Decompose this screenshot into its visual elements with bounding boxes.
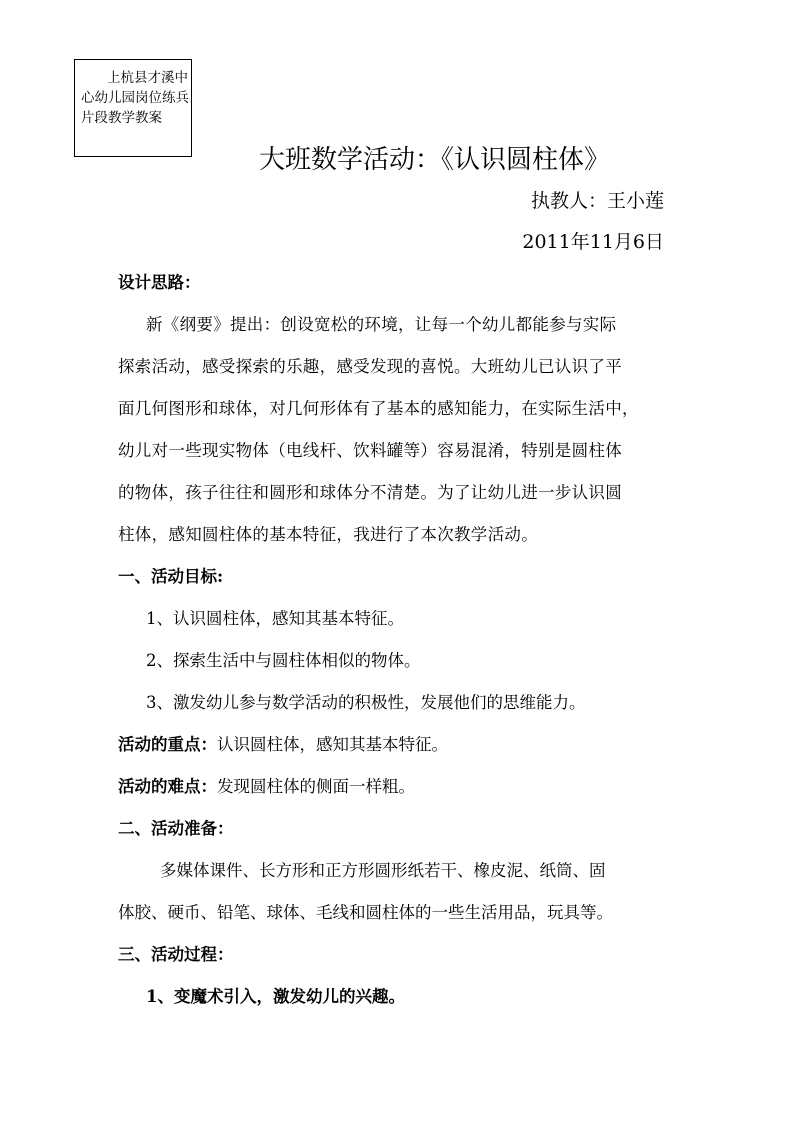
difficulty-label: 活动的难点：	[118, 777, 217, 796]
goal-item: 1、认识圆柱体，感知其基本特征。	[146, 609, 404, 628]
design-line: 幼儿对一些现实物体（电线杆、饮料罐等）容易混淆，特别是圆柱体	[118, 441, 622, 460]
difficulty-text: 发现圆柱体的侧面一样粗。	[217, 777, 415, 796]
teacher-line: 执教人：王小莲	[530, 190, 664, 212]
goal-item: 3、激发幼儿参与数学活动的积极性，发展他们的思维能力。	[146, 693, 586, 712]
prep-line: 多媒体课件、长方形和正方形圆形纸若干、橡皮泥、纸筒、固	[160, 861, 606, 880]
header-box	[74, 59, 192, 157]
process-heading: 三、活动过程：	[118, 945, 234, 964]
prep-line: 体胶、硬币、铅笔、球体、毛线和圆柱体的一些生活用品，玩具等。	[118, 903, 613, 922]
key-point-text: 认识圆柱体，感知其基本特征。	[217, 735, 448, 754]
design-line: 柱体，感知圆柱体的基本特征，我进行了本次教学活动。	[118, 525, 538, 544]
process-step: 1、变魔术引入，激发幼儿的兴趣。	[146, 987, 405, 1006]
header-box-text: 上杭县才溪中心幼儿园岗位练兵片段教学教案	[81, 70, 189, 126]
key-point-line	[118, 732, 448, 758]
page-title: 大班数学活动：《认识圆柱体》	[259, 145, 611, 175]
prep-heading: 二、活动准备：	[118, 819, 234, 838]
design-line: 探索活动，感受探索的乐趣，感受发现的喜悦。大班幼儿已认识了平	[118, 357, 622, 376]
design-line: 的物体，孩子往往和圆形和球体分不清楚。为了让幼儿进一步认识圆	[118, 483, 622, 502]
design-line: 面几何图形和球体，对几何形体有了基本的感知能力，在实际生活中，	[118, 399, 639, 418]
design-line: 新《纲要》提出：创设宽松的环境，让每一个幼儿都能参与实际	[146, 315, 617, 334]
goal-item: 2、探索生活中与圆柱体相似的物体。	[146, 651, 421, 670]
difficulty-line	[118, 774, 415, 800]
key-point-label: 活动的重点：	[118, 735, 217, 754]
date-line: 2011年11月6日	[522, 231, 664, 253]
design-heading: 设计思路：	[118, 273, 201, 292]
goals-heading: 一、活动目标:	[118, 567, 224, 586]
